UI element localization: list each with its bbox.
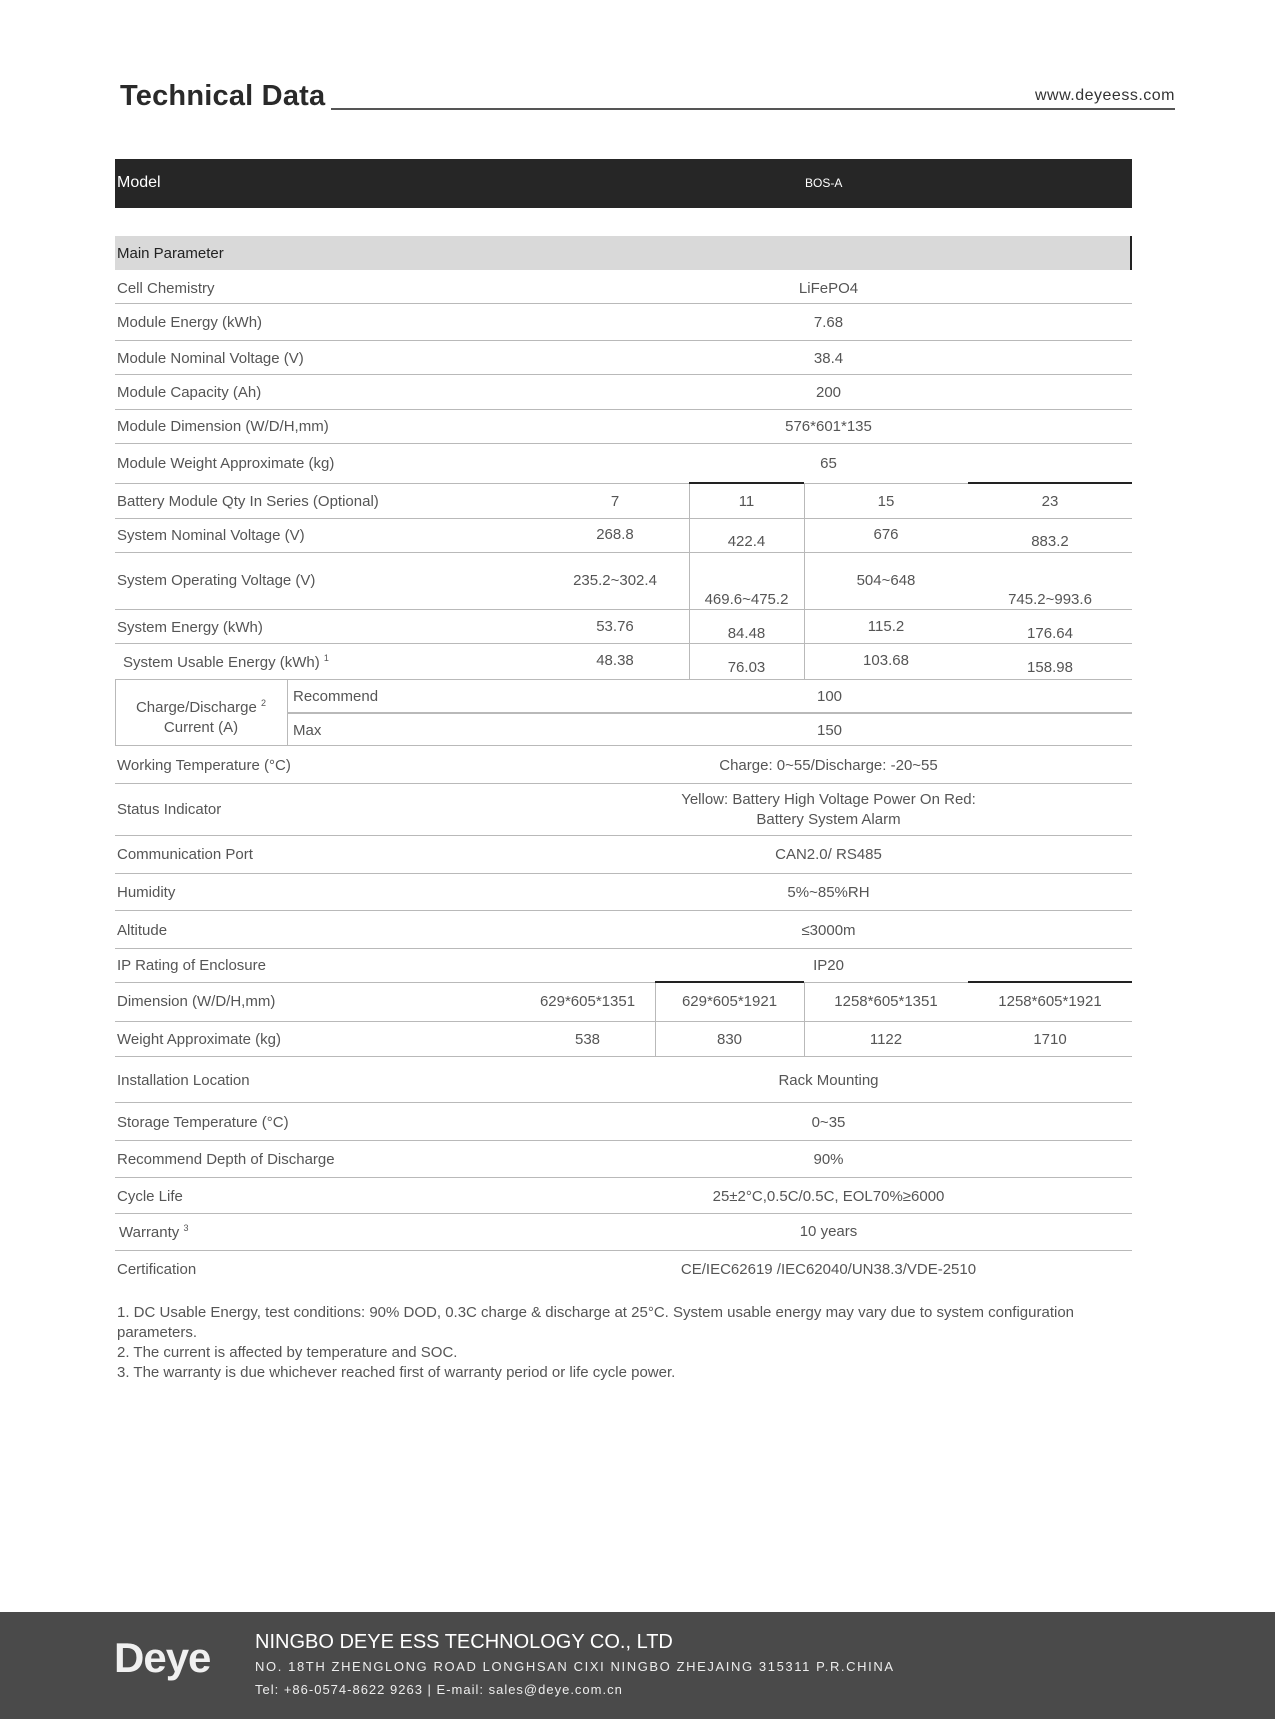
- row-label: Module Dimension (W/D/H,mm): [117, 418, 329, 435]
- website-link[interactable]: www.deyeess.com: [1035, 87, 1175, 104]
- charge-discharge-label: Charge/Discharge $^2$ Current (A): [135, 698, 267, 736]
- model-value: BOS-A: [805, 176, 843, 190]
- row-value: 883.2: [1031, 533, 1069, 550]
- max-value: 150: [816, 722, 843, 739]
- row-label: Module Weight Approximate (kg): [117, 455, 335, 472]
- table-row: [115, 874, 1132, 911]
- recommend-label: Recommend: [293, 688, 379, 705]
- footnote: 2. The current is affected by temperature and SOC.: [117, 1344, 458, 1361]
- table-row: [115, 375, 1132, 410]
- row-value: CE/IEC62619 /IEC62040/UN38.3/VDE-2510: [680, 1261, 977, 1278]
- table-row: [115, 304, 1132, 341]
- table-row: [115, 519, 1132, 553]
- model-label: Model: [117, 174, 161, 191]
- row-value: 830: [716, 1031, 743, 1048]
- company-contact: Tel: +86-0574-8622 9263 | E-mail: sales@deye.com.cn: [255, 1682, 623, 1697]
- row-value: 115.2: [867, 618, 905, 635]
- table-row: [115, 410, 1132, 444]
- model-bar: [115, 159, 1132, 208]
- row-value: 629*605*1921: [681, 993, 778, 1010]
- row-value: Rack Mounting: [778, 1072, 879, 1089]
- table-row: [115, 341, 1132, 375]
- section-title: Main Parameter: [117, 245, 224, 262]
- footnotes: [117, 1303, 1127, 1383]
- sub-row-divider: [288, 712, 1132, 714]
- row-value: 5%~85%RH: [787, 884, 870, 901]
- table-row: [115, 444, 1132, 484]
- row-label: System Energy (kWh): [117, 619, 263, 636]
- row-value: 7: [610, 493, 620, 510]
- row-label: Humidity: [117, 884, 176, 901]
- row-value: 676: [873, 526, 899, 543]
- row-value: 1258*605*1921: [998, 993, 1102, 1010]
- row-label: Module Energy (kWh): [117, 314, 263, 331]
- row-label: Status Indicator: [117, 801, 222, 818]
- section-header: [115, 236, 1132, 270]
- row-value: 90%: [813, 1151, 844, 1168]
- title-rule: [331, 108, 1175, 110]
- row-value: 23: [1041, 493, 1059, 510]
- row-label: Certification: [117, 1261, 197, 1278]
- footnote: 3. The warranty is due whichever reached first of warranty period or life cycle power.: [117, 1364, 676, 1381]
- row-value: LiFePO4: [798, 280, 859, 297]
- row-value: ≤3000m: [801, 922, 856, 939]
- row-label: Module Nominal Voltage (V): [117, 350, 304, 367]
- row-label: System Usable Energy (kWh) $^1$: [123, 653, 329, 671]
- table-row: [115, 553, 1132, 610]
- row-label: System Nominal Voltage (V): [117, 527, 305, 544]
- row-value: 1258*605*1351: [834, 993, 938, 1010]
- recommend-value: 100: [816, 688, 843, 705]
- row-value: 15: [877, 493, 895, 510]
- row-value: 576*601*135: [785, 418, 872, 435]
- deye-logo: Deye: [114, 1634, 211, 1681]
- row-value: 504~648: [856, 572, 916, 589]
- row-value: 103.68: [863, 652, 909, 669]
- row-label: Altitude: [117, 922, 168, 939]
- row-label: IP Rating of Enclosure: [117, 957, 266, 974]
- row-value: 11: [738, 493, 755, 510]
- row-label: Cycle Life: [117, 1188, 183, 1205]
- row-value: 84.48: [727, 625, 766, 642]
- row-value: 1710: [1033, 1031, 1067, 1048]
- row-value: 76.03: [727, 659, 766, 676]
- row-value: 10 years: [799, 1223, 858, 1240]
- row-label: Recommend Depth of Discharge: [117, 1151, 335, 1168]
- table-row: [115, 644, 1132, 680]
- table-row: [115, 1214, 1132, 1251]
- row-value: 38.4: [813, 350, 844, 367]
- footnote: 1. DC Usable Energy, test conditions: 90% DOD, 0.3C charge & discharge at 25°C. System usable energy may vary due to system configuration parameters.: [117, 1304, 1075, 1341]
- row-label: Module Capacity (Ah): [117, 384, 262, 401]
- company-address: NO. 18TH ZHENGLONG ROAD LONGHSAN CIXI NINGBO ZHEJAING 315311 P.R.CHINA: [255, 1659, 895, 1674]
- row-value: 422.4: [727, 533, 766, 550]
- page-title: Technical Data: [120, 80, 326, 112]
- row-label: Dimension (W/D/H,mm): [117, 993, 276, 1010]
- table-row: [115, 983, 1132, 1022]
- row-value: 200: [815, 384, 842, 401]
- row-label: Working Temperature (°C): [117, 757, 291, 774]
- row-label: Installation Location: [117, 1072, 250, 1089]
- table-row: [115, 610, 1132, 644]
- table-row: [115, 911, 1132, 949]
- table-row: [115, 270, 1132, 304]
- row-value: Charge: 0~55/Discharge: -20~55: [719, 757, 938, 774]
- row-value: 176.64: [1027, 625, 1073, 642]
- table-row: [115, 1251, 1132, 1288]
- table-row: [115, 1022, 1132, 1057]
- row-value: CAN2.0/ RS485: [775, 846, 882, 863]
- table-row: [115, 784, 1132, 836]
- row-value: 469.6~475.2: [704, 591, 789, 608]
- row-value: 48.38: [596, 652, 634, 669]
- row-label: Weight Approximate (kg): [117, 1031, 281, 1048]
- table-row: [115, 1057, 1132, 1103]
- row-value: 268.8: [596, 526, 634, 543]
- row-value: IP20: [813, 957, 844, 974]
- row-value: 53.76: [596, 618, 634, 635]
- table-row: [115, 949, 1132, 983]
- footer: [0, 1612, 1275, 1719]
- row-value: 0~35: [811, 1114, 846, 1131]
- table-row: [115, 484, 1132, 519]
- charge-discharge-group: [115, 680, 1132, 746]
- max-label: Max: [293, 722, 322, 739]
- table-row: [115, 1178, 1132, 1214]
- row-label: Cell Chemistry: [117, 280, 215, 297]
- row-value: 745.2~993.6: [1008, 591, 1092, 608]
- table-row: [115, 1103, 1132, 1141]
- row-label: Warranty $^3$: [119, 1223, 189, 1241]
- row-label: System Operating Voltage (V): [117, 572, 316, 589]
- table-row: [115, 747, 1132, 784]
- row-value: 629*605*1351: [539, 993, 636, 1010]
- table-row: [115, 1141, 1132, 1178]
- row-value: 7.68: [813, 314, 844, 331]
- row-value: 158.98: [1027, 659, 1073, 676]
- row-label: Storage Temperature (°C): [117, 1114, 289, 1131]
- row-value: 25±2°C,0.5C/0.5C, EOL70%≥6000: [712, 1188, 945, 1205]
- row-value: 1122: [869, 1031, 903, 1048]
- row-label: Communication Port: [117, 846, 253, 863]
- row-value: 538: [574, 1031, 601, 1048]
- row-value: Yellow: Battery High Voltage Power On Red: Battery System Alarm: [681, 791, 976, 828]
- row-label: Battery Module Qty In Series (Optional): [117, 493, 379, 510]
- table-row: [115, 836, 1132, 874]
- row-value: 235.2~302.4: [573, 572, 657, 589]
- row-value: 65: [820, 455, 837, 472]
- company-name: NINGBO DEYE ESS TECHNOLOGY CO., LTD: [255, 1631, 673, 1653]
